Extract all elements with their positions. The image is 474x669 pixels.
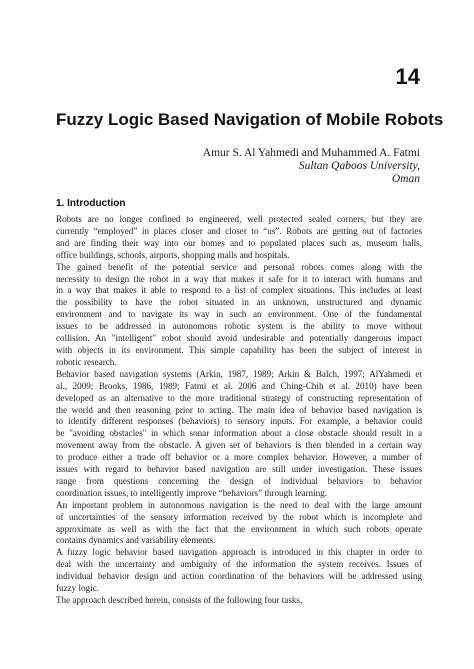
text-line: of uncertainties of the sensory information received by the robot which is incomplete and <box>56 511 422 522</box>
author-affiliation: Sultan Qaboos University, <box>298 160 420 172</box>
text-line: to produce either a trade off behavior or a more complex behavior. However, a number of <box>56 452 422 463</box>
text-line: The approach described herein, consists of the following four tasks, <box>56 595 303 605</box>
text-line: al., 2009; Brooks, 1986, 1989; Fatmi et al. 2006 and Ching-Chih et al. 2010) have been <box>56 380 422 391</box>
text-line: issues with regard to behavior based navigation are still under investigation. These issues <box>56 464 422 475</box>
text-line: approximate as well as with the fact that the environment in which such robots operate <box>56 523 422 534</box>
text-line: individual behavior design and action coordination of the behaviors will be addressed using <box>56 571 422 582</box>
text-line: the possibility to have the robot situated in an unknown, unstructured and dynamic <box>56 297 422 308</box>
author-block <box>203 147 420 186</box>
text-line: to identify different responses (behaviors) to sensory inputs. For example, a behavior could <box>56 416 422 427</box>
text-line: with objects in its environment. This simple capability has been the subject of interest in <box>56 344 422 355</box>
text-line: and are finding their way into our homes and to populated places such as, museum halls, <box>56 237 422 248</box>
chapter-number: 14 <box>395 64 420 89</box>
text-line: be "avoiding obstacles" in which sonar information about a close obstacle should result in a <box>56 428 422 439</box>
text-line: movement away from the obstacle. A given set of behaviors is then blended in a certain way <box>56 440 422 451</box>
chapter-title: Fuzzy Logic Based Navigation of Mobile Robots <box>56 110 444 129</box>
text-line: A fuzzy logic behavior based navigation approach is introduced in this chapter in order to <box>56 547 422 558</box>
body-text <box>56 214 422 607</box>
text-line: office buildings, schools, airports, shopping malls and hospitals. <box>56 249 290 260</box>
text-line: robotic research. <box>56 356 117 367</box>
text-line: developed as an alternative to the more traditional strategy of constructing representation of <box>56 392 422 403</box>
text-line: range from questions concerning the design of individual behaviors to behavior <box>56 475 422 486</box>
text-line: collision. An "intelligent" robot should avoid undesirable and potentially dangerous impact <box>56 333 422 344</box>
text-line: contains dynamics and variability elements. <box>56 535 216 546</box>
text-line: deal with the uncertainty and ambiguity of the information the system receives. Issues of <box>56 559 422 570</box>
author-country: Oman <box>391 173 420 185</box>
text-line: necessity to design the robot in a way that makes it safe for it to interact with humans and <box>56 273 422 284</box>
text-line: environment and to navigate its way in such an environment. One of the fundamental <box>56 309 422 320</box>
text-line: issues to be addressed in autonomous robotic system is the ability to move without <box>56 321 422 332</box>
text-line: coordination issues, to intelligently improve “behaviors” through learning. <box>56 487 327 498</box>
text-line: currently “employed” in places closer and closer to “us”. Robots are getting out of factories <box>56 225 422 236</box>
text-line: The gained benefit of the potential service and personal robots comes along with the <box>56 261 422 272</box>
text-line: the world and then reasoning prior to acting. The main idea of behavior based navigation is <box>56 404 422 415</box>
text-line: An important problem in autonomous navigation is the need to deal with the large amount <box>56 499 422 510</box>
author-names: Amur S. Al Yahmedi and Muhammed A. Fatmi <box>202 147 420 159</box>
text-line: Robots are no longer confined to engineered, well protected sealed corners, but they are <box>56 214 422 224</box>
text-line: Behavior based navigation systems (Arkin, 1987, 1989; Arkin & Balch, 1997; AlYahmedi et <box>56 368 422 379</box>
section-heading: 1. Introduction <box>56 198 126 209</box>
text-line: fuzzy logic. <box>56 583 99 594</box>
text-line: in a way that makes it able to respond to a list of complex situations. This includes at least <box>56 285 422 296</box>
